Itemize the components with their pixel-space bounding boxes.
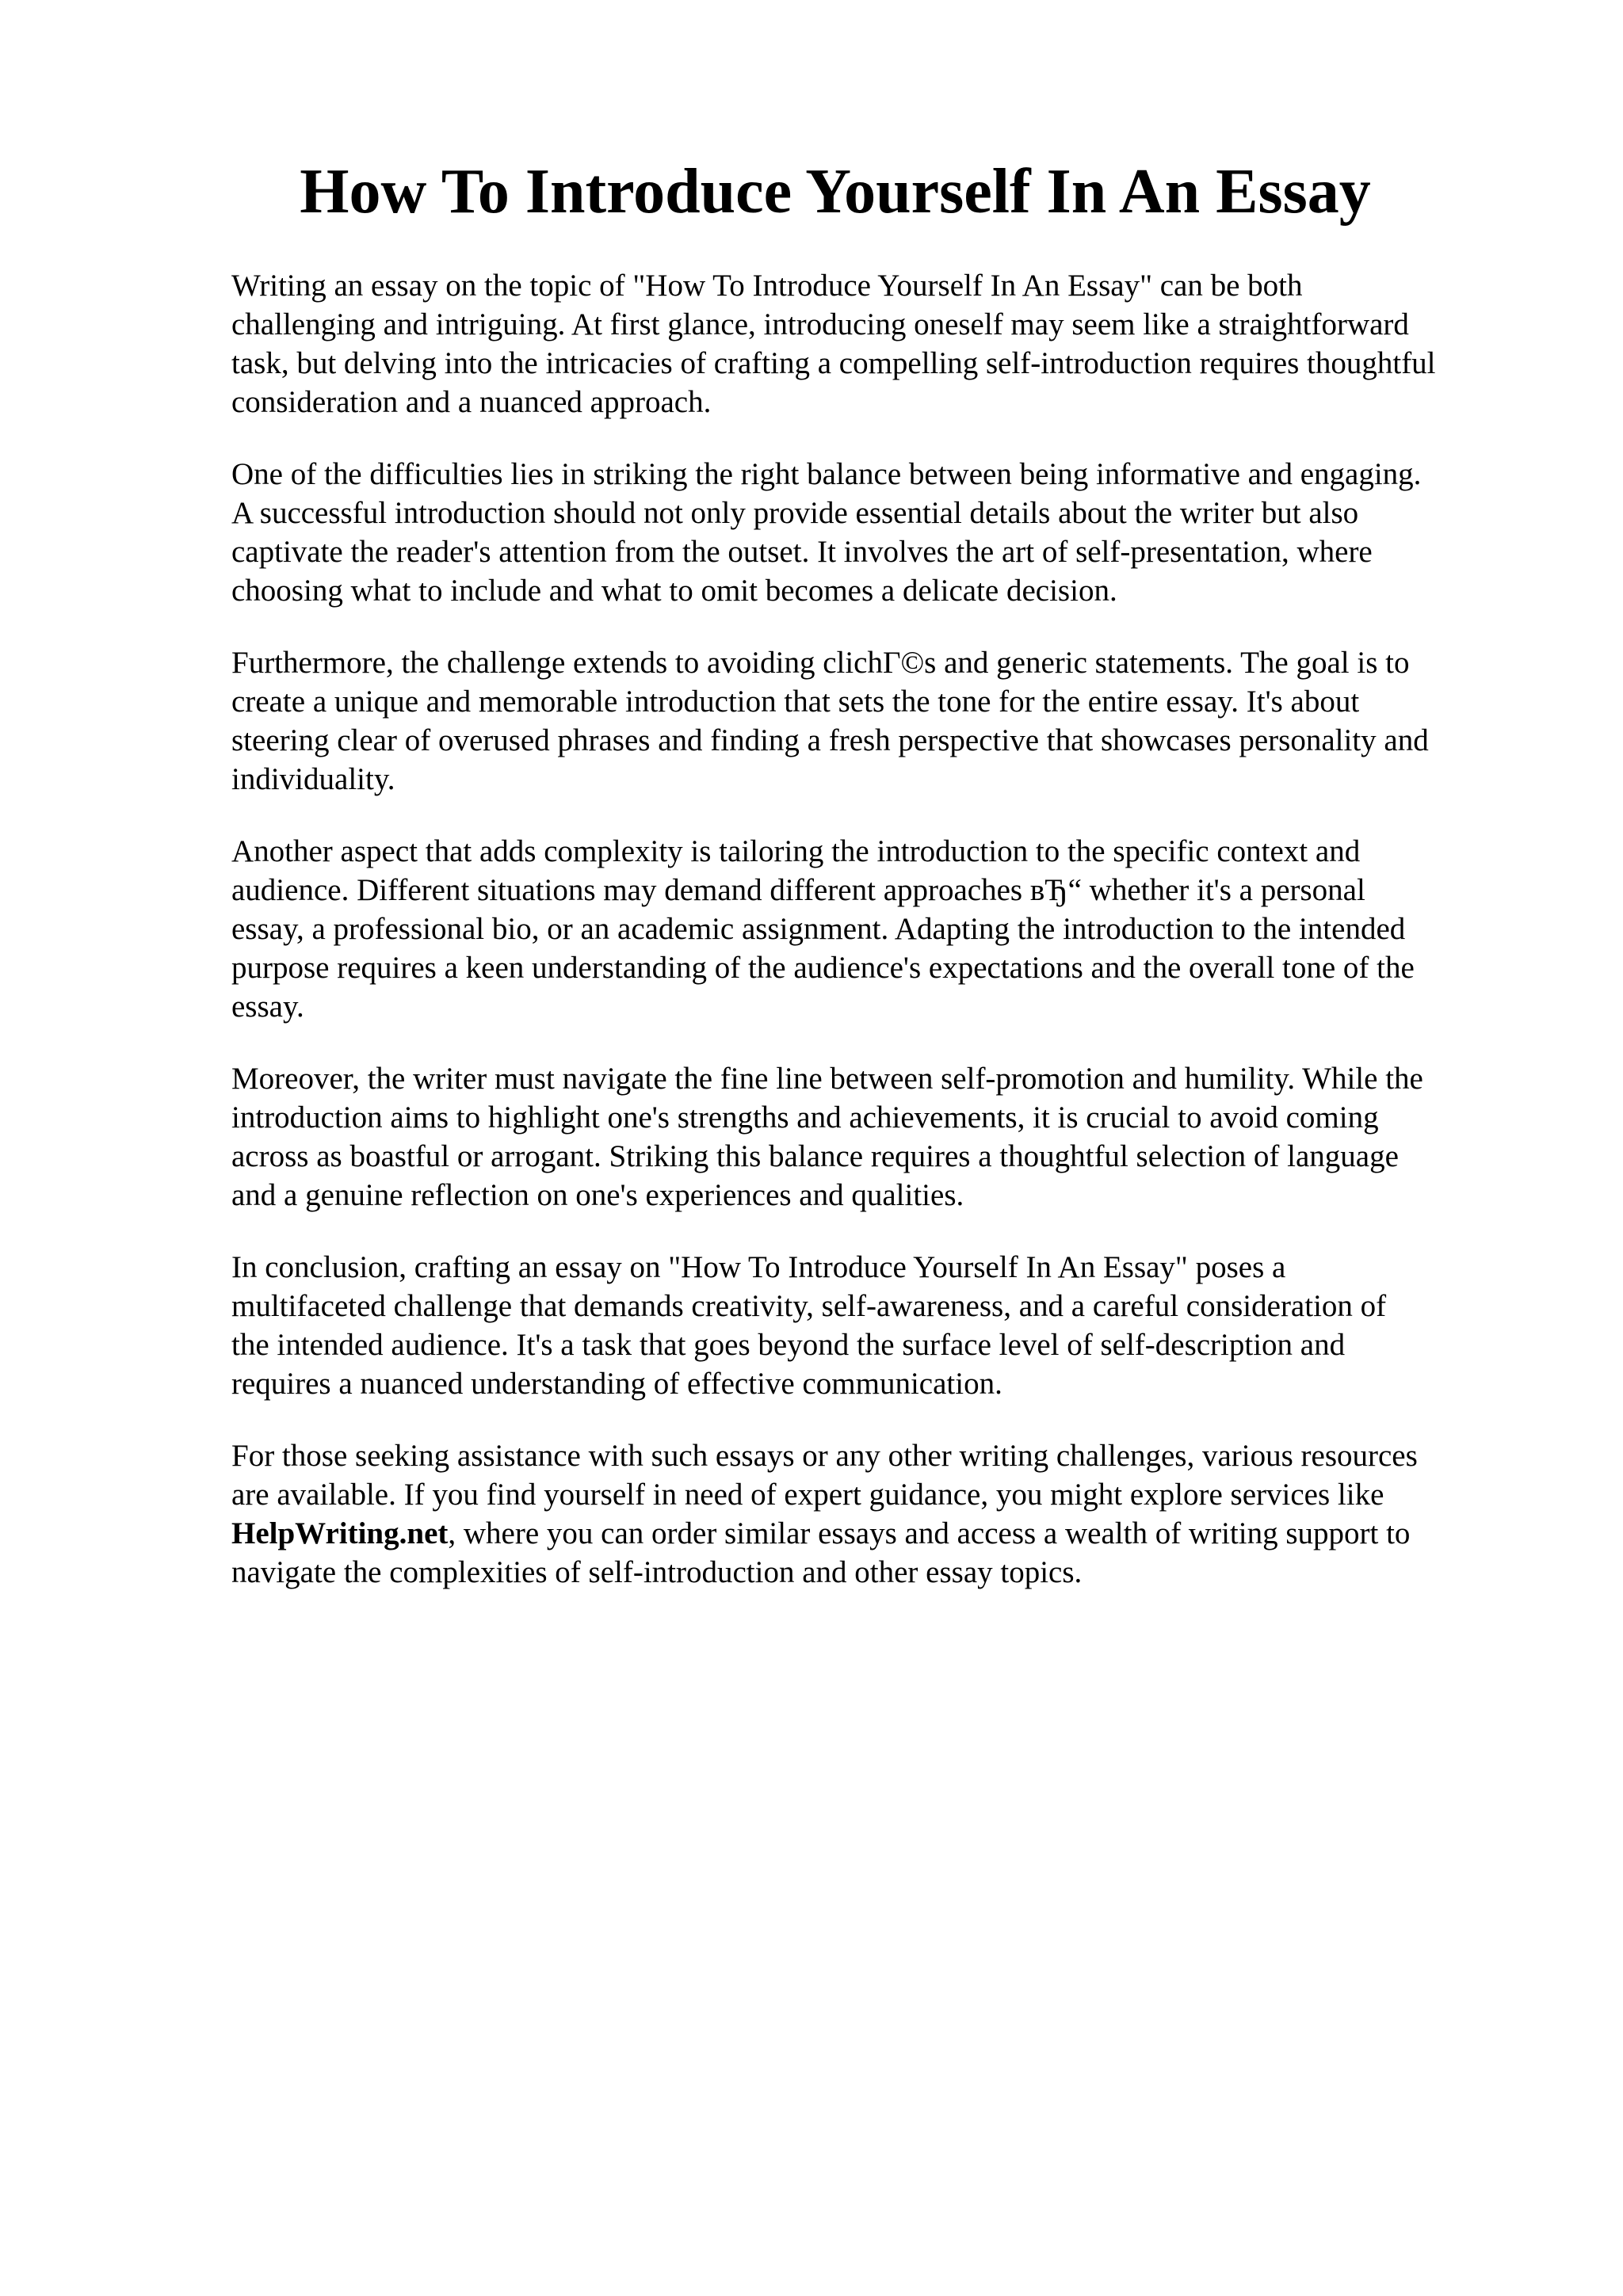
paragraph-closing bbox=[231, 1436, 1523, 1592]
document-title: How To Introduce Yourself In An Essay bbox=[300, 157, 1371, 227]
text-line: are available. If you find yourself in need of expert guidance, you might explore services like bbox=[231, 1478, 1384, 1512]
paragraph-intro bbox=[231, 266, 1523, 421]
text-line: One of the difficulties lies in striking the right balance between being informative and engaging. bbox=[231, 457, 1422, 491]
text-line: requires a nuanced understanding of effective communication. bbox=[231, 1367, 1002, 1401]
text-line: In conclusion, crafting an essay on "How To Introduce Yourself In An Essay" poses a bbox=[231, 1250, 1286, 1284]
text-line: across as boastful or arrogant. Striking this balance requires a thoughtful selection of language bbox=[231, 1139, 1399, 1173]
text-line: the intended audience. It's a task that goes beyond the surface level of self-description and bbox=[231, 1328, 1346, 1362]
text-line: challenging and intriguing. At first glance, introducing oneself may seem like a straightforward bbox=[231, 307, 1409, 341]
text-line: create a unique and memorable introduction that sets the tone for the entire essay. It's about bbox=[231, 685, 1360, 719]
text-line: captivate the reader's attention from the outset. It involves the art of self-presentation, where bbox=[231, 535, 1373, 569]
text-line: choosing what to include and what to omit becomes a delicate decision. bbox=[231, 574, 1117, 608]
text-line: multifaceted challenge that demands creativity, self-awareness, and a careful consideration of bbox=[231, 1289, 1387, 1323]
text-line: and a genuine reflection on one's experiences and qualities. bbox=[231, 1178, 964, 1212]
link-trailing-text: , where you can order similar essays and access a wealth of writing support to bbox=[448, 1516, 1411, 1550]
text-line: steering clear of overused phrases and finding a fresh perspective that showcases personality and bbox=[231, 723, 1429, 757]
text-line: A successful introduction should not only provide essential details about the writer but also bbox=[231, 496, 1359, 530]
helpwriting-link[interactable]: HelpWriting.net bbox=[231, 1516, 449, 1550]
paragraph-cliches bbox=[231, 643, 1523, 799]
paragraph-conclusion bbox=[231, 1248, 1523, 1403]
text-line: essay, a professional bio, or an academic assignment. Adapting the introduction to the intended bbox=[231, 912, 1406, 946]
text-line: introduction aims to highlight one's strengths and achievements, it is crucial to avoid coming bbox=[231, 1100, 1379, 1135]
text-line: audience. Different situations may demand different approaches вЂ“ whether it's a personal bbox=[231, 873, 1365, 907]
paragraph-humility bbox=[231, 1059, 1523, 1215]
text-line bbox=[231, 1514, 1523, 1553]
paragraph-context bbox=[231, 832, 1523, 1026]
text-line: consideration and a nuanced approach. bbox=[231, 385, 712, 419]
text-line: Another aspect that adds complexity is tailoring the introduction to the specific context and bbox=[231, 834, 1361, 868]
text-line: Writing an essay on the topic of "How To Introduce Yourself In An Essay" can be both bbox=[231, 269, 1303, 303]
text-line: task, but delving into the intricacies of crafting a compelling self-introduction requires thoughtful bbox=[231, 346, 1436, 380]
text-line: Moreover, the writer must navigate the fine line between self-promotion and humility. While the bbox=[231, 1062, 1423, 1096]
text-line: purpose requires a keen understanding of the audience's expectations and the overall tone of the bbox=[231, 951, 1415, 985]
text-line: individuality. bbox=[231, 762, 395, 796]
paragraph-difficulties bbox=[231, 455, 1523, 610]
text-line: For those seeking assistance with such essays or any other writing challenges, various resources bbox=[231, 1439, 1418, 1473]
text-line: navigate the complexities of self-introduction and other essay topics. bbox=[231, 1555, 1083, 1589]
document-body bbox=[231, 266, 1523, 1625]
text-line: Furthermore, the challenge extends to avoiding clichГ©s and generic statements. The goal is to bbox=[231, 646, 1410, 680]
text-line: essay. bbox=[231, 990, 304, 1024]
